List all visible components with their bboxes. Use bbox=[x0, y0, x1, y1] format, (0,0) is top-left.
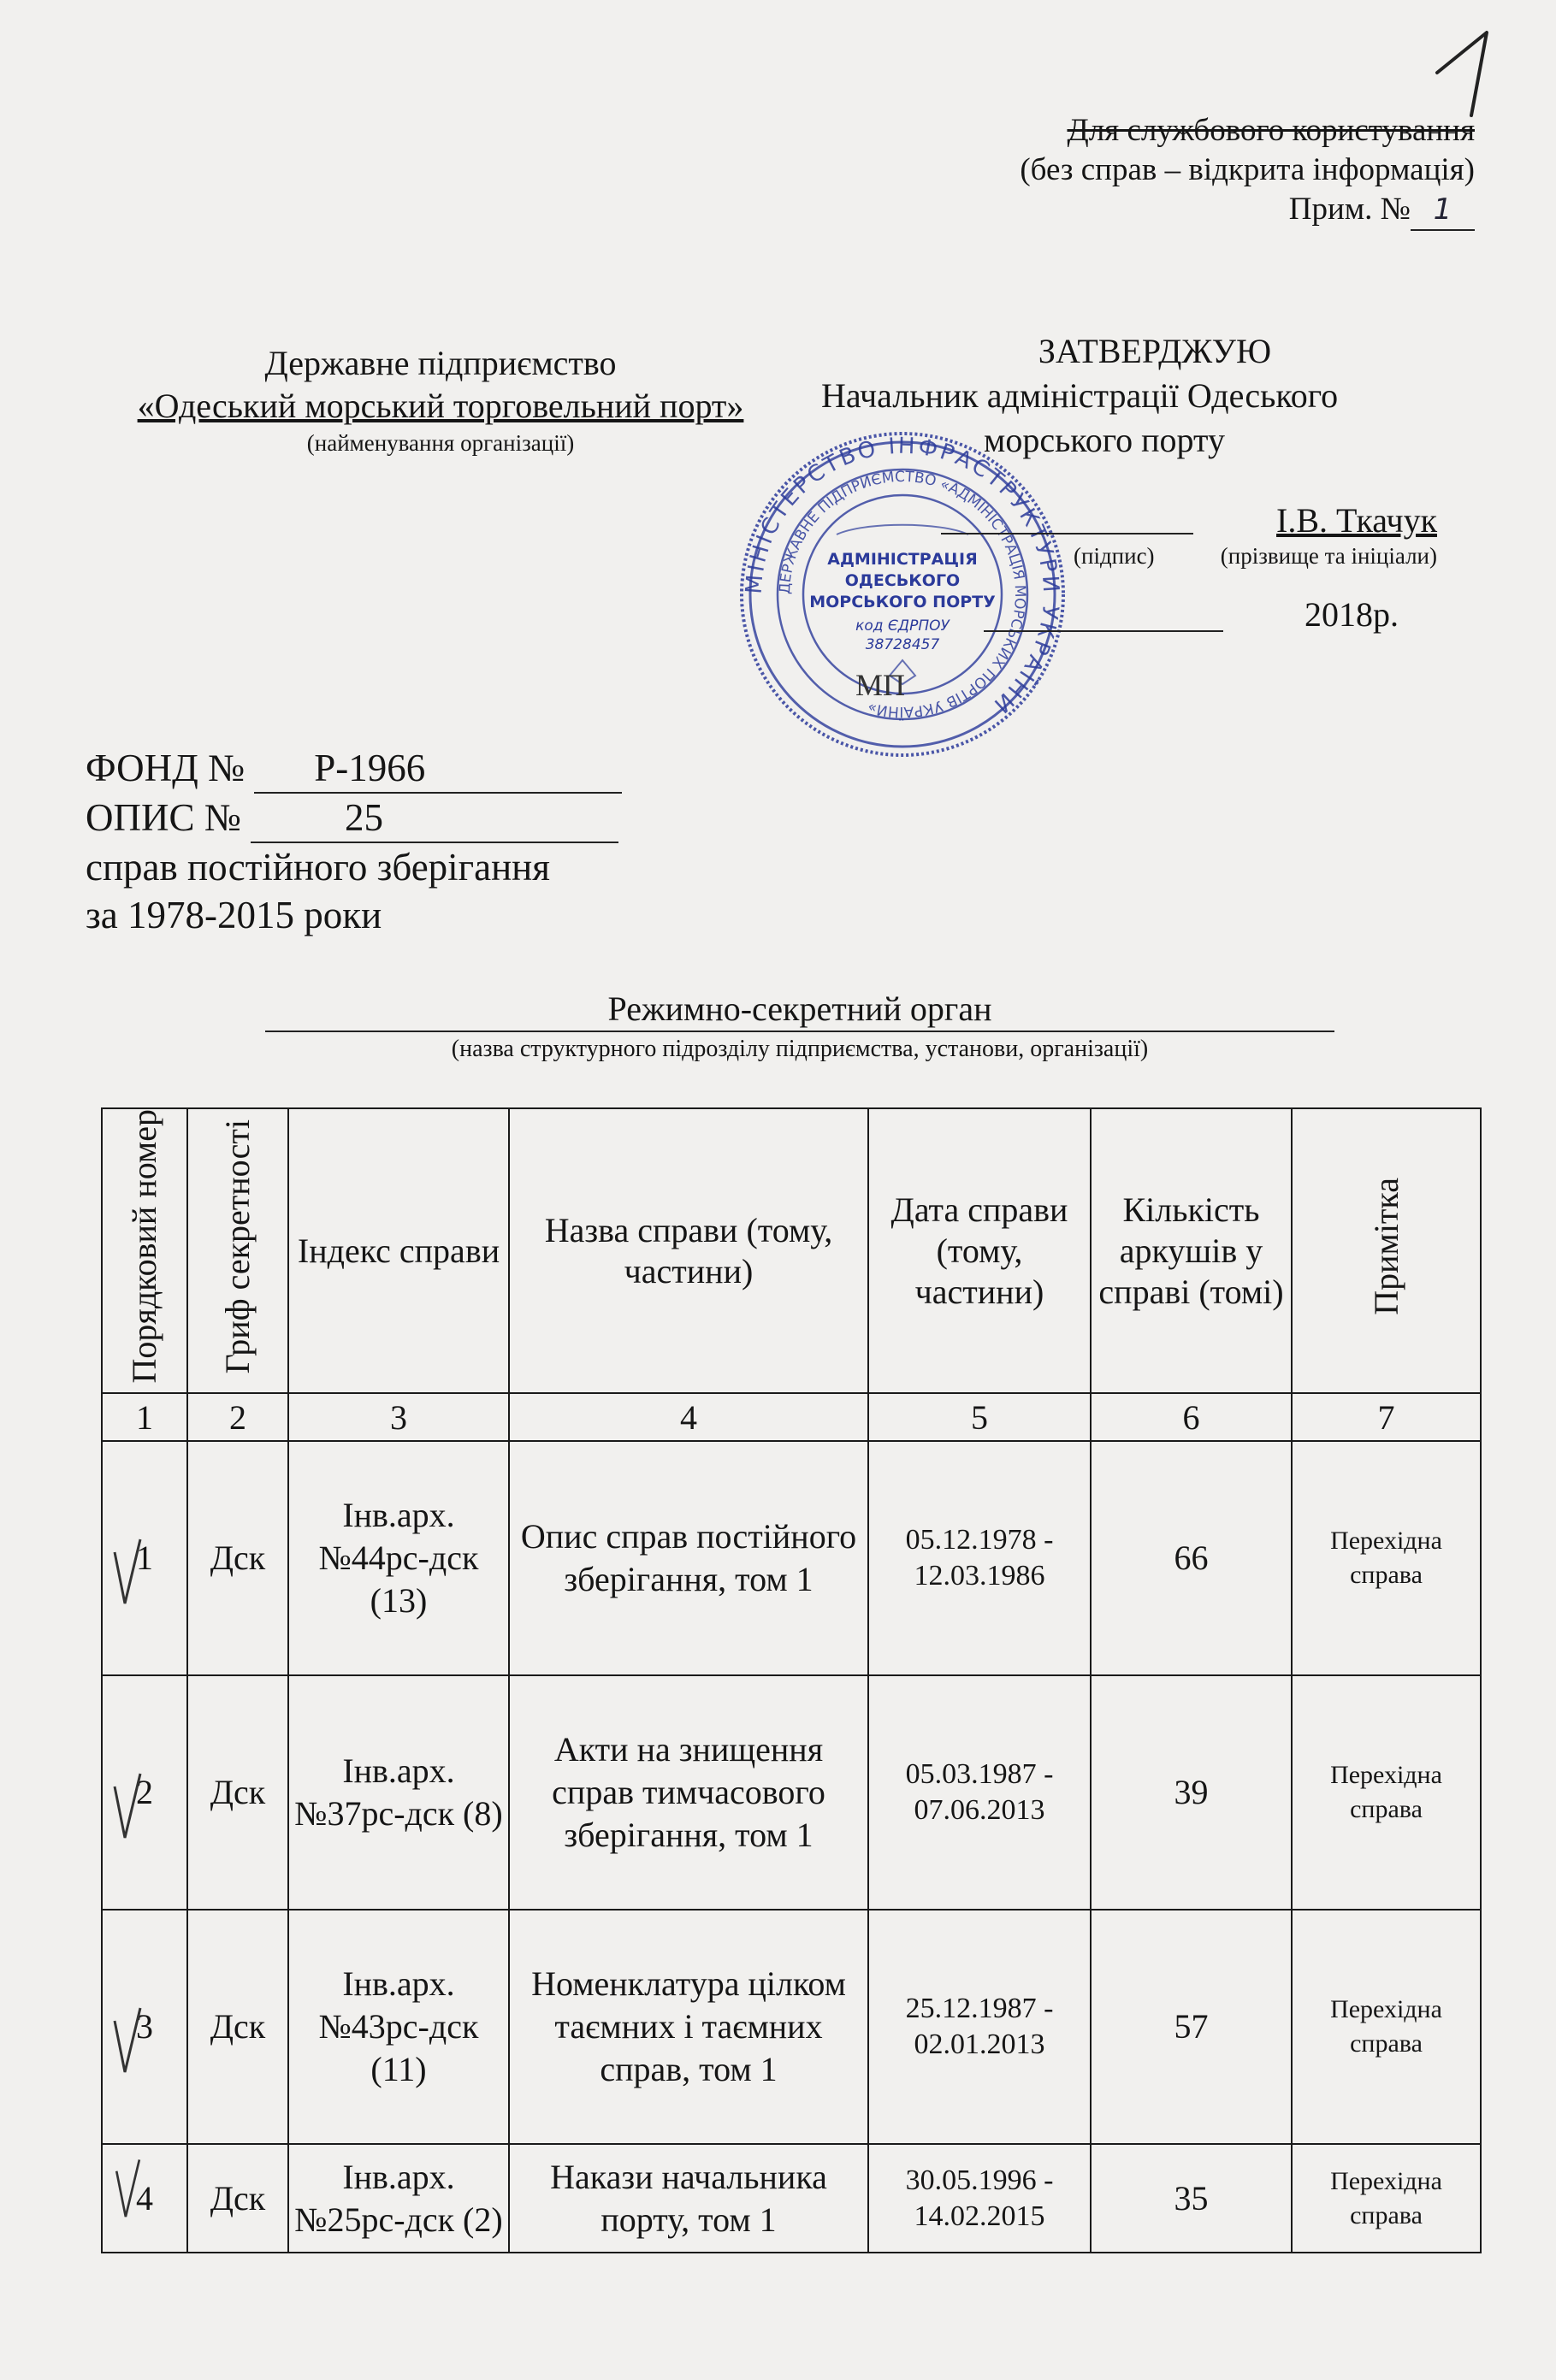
row-case-name: Опис справ постійного зберігання, том 1 bbox=[509, 1441, 868, 1675]
approval-title: ЗАТВЕРДЖУЮ bbox=[1038, 332, 1272, 370]
row-case-date: 05.03.1987 - 07.06.2013 bbox=[868, 1675, 1091, 1910]
storage-type: справ постійного зберігання bbox=[86, 846, 550, 889]
row-note: Перехідна справа bbox=[1292, 1910, 1481, 2144]
row-secrecy: Дск bbox=[187, 2144, 288, 2253]
row-index: Інв.арх. №25рс-дск (2) bbox=[288, 2144, 509, 2253]
copy-number-value: 1 bbox=[1433, 192, 1452, 227]
approval-year: 2018р. bbox=[1305, 595, 1399, 634]
row-note: Перехідна справа bbox=[1292, 1675, 1481, 1910]
fond-label: ФОНД № bbox=[86, 747, 245, 789]
header-note: Примітка bbox=[1292, 1108, 1481, 1393]
column-number: 5 bbox=[868, 1393, 1091, 1441]
table-row bbox=[102, 1441, 1481, 1675]
row-secrecy: Дск bbox=[187, 1441, 288, 1675]
seal-inner-text: ДЕРЖАВНЕ ПІДПРИЄМСТВО «АДМІНІСТРАЦІЯ МОРСЬКИХ ПОРТІВ УКРАЇНИ» bbox=[776, 468, 1029, 721]
seal-place-mark: МП bbox=[855, 668, 906, 702]
seal-center-line2: ОДЕСЬКОГО bbox=[844, 571, 961, 590]
opys-number: 25 bbox=[251, 794, 618, 843]
open-information-note: (без справ – відкрита інформація) bbox=[1020, 152, 1475, 187]
table-header-row bbox=[102, 1108, 1481, 1393]
structural-unit-caption: (назва структурного підрозділу підприємства, установи, організації) bbox=[451, 1036, 1149, 1062]
organization-block bbox=[81, 342, 800, 458]
table-row bbox=[102, 2144, 1481, 2253]
seal-code: 38728457 bbox=[865, 636, 940, 653]
column-number: 1 bbox=[102, 1393, 187, 1441]
date-line bbox=[984, 630, 1223, 632]
approver-position-line1: Начальник адміністрації Одеського bbox=[821, 376, 1339, 415]
row-secrecy: Дск bbox=[187, 1910, 288, 2144]
row-note: Перехідна справа bbox=[1292, 1441, 1481, 1675]
row-index: Інв.арх. №44рс-дск (13) bbox=[288, 1441, 509, 1675]
row-number: 2 bbox=[136, 1773, 153, 1812]
row-case-name: Акти на знищення справ тимчасового зберігання, том 1 bbox=[509, 1675, 868, 1910]
structural-unit-name: Режимно-секретний орган bbox=[265, 988, 1334, 1032]
check-mark-icon bbox=[106, 2004, 157, 2081]
copy-number bbox=[1020, 190, 1475, 231]
seal-code-label: код ЄДРПОУ bbox=[855, 617, 950, 635]
column-number-row bbox=[102, 1393, 1481, 1441]
structural-unit-block bbox=[265, 988, 1334, 1066]
header-case-date: Дата справи (тому, частини) bbox=[868, 1108, 1091, 1393]
row-case-name: Номенклатура цілком таємних і таємних справ, том 1 bbox=[509, 1910, 868, 2144]
row-case-date: 30.05.1996 - 14.02.2015 bbox=[868, 2144, 1091, 2253]
row-number: 3 bbox=[136, 2007, 153, 2046]
column-number: 3 bbox=[288, 1393, 509, 1441]
approval-block bbox=[821, 329, 1454, 637]
signer-name: І.В. Ткачук bbox=[1276, 501, 1437, 540]
row-sheet-count: 39 bbox=[1091, 1675, 1292, 1910]
seal-center-line1: АДМІНІСТРАЦІЯ bbox=[827, 550, 978, 569]
header-index: Індекс справи bbox=[288, 1108, 509, 1393]
row-note: Перехідна справа bbox=[1292, 2144, 1481, 2253]
header-sheet-count: Кількість аркушів у справі (томі) bbox=[1091, 1108, 1292, 1393]
row-number: 1 bbox=[136, 1538, 153, 1578]
row-case-date: 25.12.1987 - 02.01.2013 bbox=[868, 1910, 1091, 2144]
column-number: 2 bbox=[187, 1393, 288, 1441]
check-mark-icon bbox=[106, 1535, 157, 1612]
check-mark-icon bbox=[106, 1769, 157, 1846]
column-number: 6 bbox=[1091, 1393, 1292, 1441]
opys-label: ОПИС № bbox=[86, 796, 241, 839]
row-number-cell bbox=[102, 2144, 187, 2253]
inventory-table bbox=[101, 1107, 1482, 2253]
row-sheet-count: 35 bbox=[1091, 2144, 1292, 2253]
restricted-label-struck: Для службового користування bbox=[1067, 113, 1475, 148]
table-row bbox=[102, 1675, 1481, 1910]
approval-date-row bbox=[821, 593, 1454, 637]
header-case-name: Назва справи (тому, частини) bbox=[509, 1108, 868, 1393]
row-number-cell bbox=[102, 1910, 187, 2144]
column-number: 4 bbox=[509, 1393, 868, 1441]
signature-line bbox=[941, 533, 1193, 534]
header-order-number: Порядковий номер bbox=[102, 1108, 187, 1393]
signature-caption: (підпис) bbox=[1074, 543, 1155, 569]
organization-type: Державне підприємство bbox=[264, 344, 617, 382]
handwritten-page-number bbox=[1420, 26, 1514, 120]
access-status-block bbox=[1020, 111, 1475, 231]
seal-outer-text: МІНІСТЕРСТВО ІНФРАСТРУКТУРИ УКРАЇНИ bbox=[741, 433, 1064, 719]
table-row bbox=[102, 1910, 1481, 2144]
row-secrecy: Дск bbox=[187, 1675, 288, 1910]
row-number: 4 bbox=[136, 2178, 153, 2218]
row-case-name: Накази начальника порту, том 1 bbox=[509, 2144, 868, 2253]
row-number-cell bbox=[102, 1441, 187, 1675]
organization-name: «Одеський морський торговельний порт» bbox=[137, 387, 744, 425]
name-caption: (прізвище та ініціали) bbox=[1220, 543, 1437, 569]
signature-row bbox=[821, 499, 1454, 543]
row-number-cell bbox=[102, 1675, 187, 1910]
row-case-date: 05.12.1978 - 12.03.1986 bbox=[868, 1441, 1091, 1675]
row-sheet-count: 57 bbox=[1091, 1910, 1292, 2144]
row-index: Інв.арх. №37рс-дск (8) bbox=[288, 1675, 509, 1910]
copy-number-label: Прим. № bbox=[1288, 192, 1411, 227]
check-mark-icon bbox=[106, 2156, 157, 2224]
row-index: Інв.арх. №43рс-дск (11) bbox=[288, 1910, 509, 2144]
approver-position-line2: морського порту bbox=[984, 421, 1225, 459]
organization-caption: (найменування організації) bbox=[306, 430, 575, 456]
row-sheet-count: 66 bbox=[1091, 1441, 1292, 1675]
year-range: за 1978-2015 роки bbox=[86, 894, 382, 936]
column-number: 7 bbox=[1292, 1393, 1481, 1441]
fond-block bbox=[86, 744, 622, 939]
header-secrecy: Гриф секретності bbox=[187, 1108, 288, 1393]
seal-center-line3: МОРСЬКОГО ПОРТУ bbox=[809, 593, 996, 611]
fond-number: Р-1966 bbox=[254, 744, 622, 794]
